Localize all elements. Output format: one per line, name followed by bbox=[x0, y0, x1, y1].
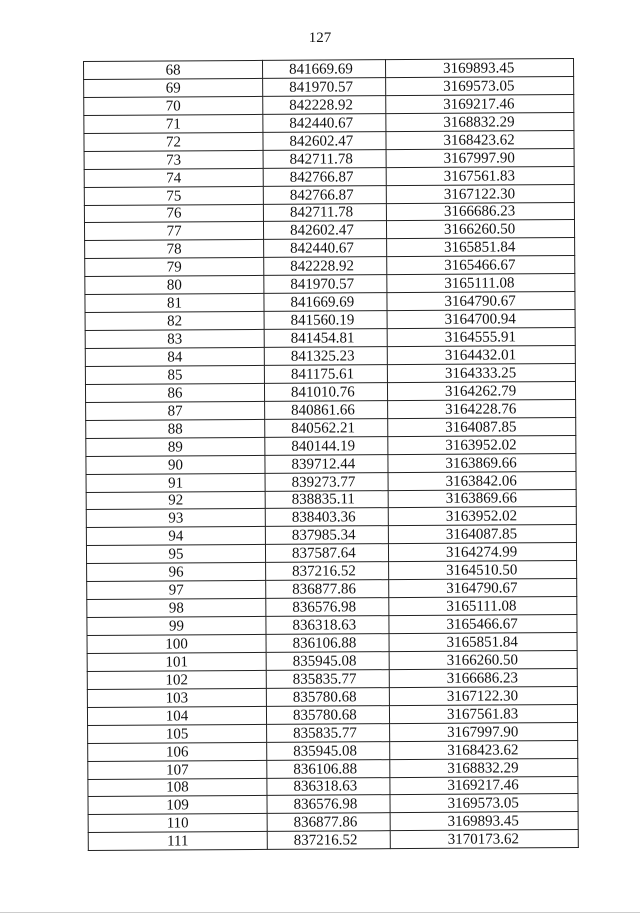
x-coordinate-cell: 841970.57 bbox=[263, 78, 386, 97]
table-row bbox=[88, 812, 578, 833]
x-coordinate-cell: 837587.64 bbox=[265, 544, 388, 563]
point-number-cell: 77 bbox=[84, 222, 263, 241]
point-number-cell: 74 bbox=[84, 168, 263, 187]
table-row bbox=[87, 561, 577, 582]
y-coordinate-cell: 3163842.06 bbox=[388, 471, 576, 490]
point-number-cell: 100 bbox=[87, 634, 266, 653]
y-coordinate-cell: 3163952.02 bbox=[388, 507, 576, 526]
y-coordinate-cell: 3164274.99 bbox=[388, 543, 576, 562]
y-coordinate-cell: 3165466.67 bbox=[387, 256, 575, 275]
table-row bbox=[85, 256, 575, 277]
x-coordinate-cell: 841560.19 bbox=[264, 311, 387, 330]
x-coordinate-cell: 836318.63 bbox=[267, 777, 390, 796]
table-row bbox=[85, 292, 575, 313]
table-row bbox=[85, 345, 575, 366]
point-number-cell: 97 bbox=[87, 581, 266, 600]
x-coordinate-cell: 842711.78 bbox=[263, 203, 386, 222]
y-coordinate-cell: 3164087.85 bbox=[388, 417, 576, 436]
point-number-cell: 78 bbox=[85, 240, 264, 259]
y-coordinate-cell: 3166260.50 bbox=[386, 220, 574, 239]
x-coordinate-cell: 836576.98 bbox=[266, 598, 389, 617]
y-coordinate-cell: 3168423.62 bbox=[390, 740, 578, 759]
y-coordinate-cell: 3164087.85 bbox=[388, 525, 576, 544]
y-coordinate-cell: 3169217.46 bbox=[386, 94, 574, 113]
x-coordinate-cell: 836106.88 bbox=[267, 759, 390, 778]
point-number-cell: 99 bbox=[87, 616, 266, 635]
x-coordinate-cell: 838403.36 bbox=[265, 508, 388, 527]
table-row bbox=[88, 740, 578, 761]
x-coordinate-cell: 842711.78 bbox=[263, 149, 386, 168]
x-coordinate-cell: 840562.21 bbox=[265, 418, 388, 437]
coordinates-table-body bbox=[84, 59, 579, 851]
x-coordinate-cell: 842766.87 bbox=[263, 185, 386, 204]
table-row bbox=[86, 525, 576, 546]
x-coordinate-cell: 836877.86 bbox=[266, 580, 389, 599]
table-row bbox=[86, 489, 576, 510]
point-number-cell: 70 bbox=[84, 96, 263, 115]
table-row bbox=[85, 328, 575, 349]
point-number-cell: 82 bbox=[85, 312, 264, 331]
y-coordinate-cell: 3169893.45 bbox=[390, 812, 578, 831]
table-row bbox=[88, 830, 578, 851]
x-coordinate-cell: 842602.47 bbox=[263, 221, 386, 240]
y-coordinate-cell: 3163869.66 bbox=[388, 453, 576, 472]
y-coordinate-cell: 3168423.62 bbox=[386, 130, 574, 149]
point-number-cell: 88 bbox=[86, 419, 265, 438]
table-row bbox=[84, 112, 574, 133]
y-coordinate-cell: 3165111.08 bbox=[389, 597, 577, 616]
table-row bbox=[88, 722, 578, 743]
x-coordinate-cell: 841454.81 bbox=[264, 329, 387, 348]
y-coordinate-cell: 3169573.05 bbox=[390, 794, 578, 813]
table-row bbox=[86, 507, 576, 528]
x-coordinate-cell: 836877.86 bbox=[267, 813, 390, 832]
y-coordinate-cell: 3167997.90 bbox=[390, 722, 578, 741]
point-number-cell: 73 bbox=[84, 150, 263, 169]
table-row bbox=[86, 435, 576, 456]
y-coordinate-cell: 3165466.67 bbox=[389, 615, 577, 634]
table-row bbox=[86, 453, 576, 474]
y-coordinate-cell: 3168832.29 bbox=[390, 758, 578, 777]
point-number-cell: 91 bbox=[86, 473, 265, 492]
x-coordinate-cell: 841970.57 bbox=[264, 275, 387, 294]
point-number-cell: 106 bbox=[88, 742, 267, 761]
table-row bbox=[85, 274, 575, 295]
point-number-cell: 80 bbox=[85, 276, 264, 295]
y-coordinate-cell: 3163952.02 bbox=[388, 435, 576, 454]
x-coordinate-cell: 842228.92 bbox=[264, 257, 387, 276]
point-number-cell: 83 bbox=[85, 329, 264, 348]
x-coordinate-cell: 837985.34 bbox=[265, 526, 388, 545]
page-number: 127 bbox=[308, 30, 332, 46]
page-bottom-edge bbox=[0, 912, 640, 913]
point-number-cell: 79 bbox=[85, 258, 264, 277]
y-coordinate-cell: 3167997.90 bbox=[386, 148, 574, 167]
x-coordinate-cell: 837216.52 bbox=[266, 562, 389, 581]
point-number-cell: 111 bbox=[88, 832, 267, 851]
point-number-cell: 76 bbox=[84, 204, 263, 223]
y-coordinate-cell: 3167122.30 bbox=[389, 686, 577, 705]
table-row bbox=[86, 543, 576, 564]
point-number-cell: 86 bbox=[85, 383, 264, 402]
table-row bbox=[87, 632, 577, 653]
y-coordinate-cell: 3164700.94 bbox=[387, 310, 575, 329]
x-coordinate-cell: 835945.08 bbox=[266, 652, 389, 671]
table-row bbox=[84, 76, 574, 97]
point-number-cell: 68 bbox=[84, 60, 263, 79]
point-number-cell: 69 bbox=[84, 78, 263, 97]
table-row bbox=[87, 597, 577, 618]
point-number-cell: 101 bbox=[87, 652, 266, 671]
y-coordinate-cell: 3164333.25 bbox=[387, 363, 575, 382]
x-coordinate-cell: 835945.08 bbox=[267, 741, 390, 760]
table-row bbox=[85, 381, 575, 402]
point-number-cell: 71 bbox=[84, 114, 263, 133]
point-number-cell: 94 bbox=[86, 527, 265, 546]
point-number-cell: 89 bbox=[86, 437, 265, 456]
x-coordinate-cell: 838835.11 bbox=[265, 490, 388, 509]
point-number-cell: 105 bbox=[88, 724, 267, 743]
point-number-cell: 85 bbox=[85, 365, 264, 384]
x-coordinate-cell: 842440.67 bbox=[263, 113, 386, 132]
table-row bbox=[87, 686, 577, 707]
table-row bbox=[87, 704, 577, 725]
point-number-cell: 84 bbox=[85, 347, 264, 366]
x-coordinate-cell: 836106.88 bbox=[266, 634, 389, 653]
table-row bbox=[87, 668, 577, 689]
y-coordinate-cell: 3165851.84 bbox=[389, 632, 577, 651]
point-number-cell: 87 bbox=[86, 401, 265, 420]
y-coordinate-cell: 3167561.83 bbox=[389, 704, 577, 723]
table-row bbox=[84, 184, 574, 205]
coordinates-table bbox=[83, 58, 579, 851]
table-row bbox=[85, 310, 575, 331]
table-row bbox=[86, 399, 576, 420]
x-coordinate-cell: 839712.44 bbox=[265, 454, 388, 473]
y-coordinate-cell: 3164790.67 bbox=[387, 292, 575, 311]
table-row bbox=[87, 650, 577, 671]
y-coordinate-cell: 3169217.46 bbox=[390, 776, 578, 795]
y-coordinate-cell: 3164510.50 bbox=[389, 561, 577, 580]
x-coordinate-cell: 842440.67 bbox=[264, 239, 387, 258]
table-row bbox=[84, 148, 574, 169]
point-number-cell: 109 bbox=[88, 796, 267, 815]
y-coordinate-cell: 3169893.45 bbox=[385, 59, 573, 78]
x-coordinate-cell: 835835.77 bbox=[267, 723, 390, 742]
x-coordinate-cell: 840144.19 bbox=[265, 436, 388, 455]
point-number-cell: 90 bbox=[86, 455, 265, 474]
y-coordinate-cell: 3170173.62 bbox=[390, 830, 578, 849]
table-row bbox=[84, 202, 574, 223]
x-coordinate-cell: 842602.47 bbox=[263, 131, 386, 150]
x-coordinate-cell: 841325.23 bbox=[264, 347, 387, 366]
table-row bbox=[85, 238, 575, 259]
point-number-cell: 98 bbox=[87, 599, 266, 618]
x-coordinate-cell: 836576.98 bbox=[267, 795, 390, 814]
y-coordinate-cell: 3166260.50 bbox=[389, 650, 577, 669]
point-number-cell: 75 bbox=[84, 186, 263, 205]
y-coordinate-cell: 3164432.01 bbox=[387, 345, 575, 364]
y-coordinate-cell: 3165111.08 bbox=[387, 274, 575, 293]
x-coordinate-cell: 841175.61 bbox=[264, 365, 387, 384]
x-coordinate-cell: 842228.92 bbox=[263, 96, 386, 115]
table-row bbox=[84, 94, 574, 115]
x-coordinate-cell: 835780.68 bbox=[266, 705, 389, 724]
table-row bbox=[86, 471, 576, 492]
table-row bbox=[88, 776, 578, 797]
x-coordinate-cell: 841669.69 bbox=[262, 60, 385, 79]
point-number-cell: 102 bbox=[87, 670, 266, 689]
table-row bbox=[84, 220, 574, 241]
table-row bbox=[84, 166, 574, 187]
point-number-cell: 108 bbox=[88, 778, 267, 797]
y-coordinate-cell: 3164790.67 bbox=[389, 579, 577, 598]
x-coordinate-cell: 836318.63 bbox=[266, 616, 389, 635]
y-coordinate-cell: 3164555.91 bbox=[387, 328, 575, 347]
x-coordinate-cell: 837216.52 bbox=[267, 831, 390, 850]
table-row bbox=[87, 579, 577, 600]
x-coordinate-cell: 842766.87 bbox=[263, 167, 386, 186]
point-number-cell: 107 bbox=[88, 760, 267, 779]
point-number-cell: 104 bbox=[87, 706, 266, 725]
table-row bbox=[88, 758, 578, 779]
point-number-cell: 96 bbox=[87, 563, 266, 582]
y-coordinate-cell: 3167561.83 bbox=[386, 166, 574, 185]
x-coordinate-cell: 841010.76 bbox=[264, 383, 387, 402]
table-row bbox=[85, 363, 575, 384]
y-coordinate-cell: 3169573.05 bbox=[386, 76, 574, 95]
point-number-cell: 95 bbox=[86, 545, 265, 564]
table-row bbox=[88, 794, 578, 815]
y-coordinate-cell: 3166686.23 bbox=[386, 202, 574, 221]
point-number-cell: 72 bbox=[84, 132, 263, 151]
point-number-cell: 93 bbox=[86, 509, 265, 528]
y-coordinate-cell: 3167122.30 bbox=[386, 184, 574, 203]
y-coordinate-cell: 3164228.76 bbox=[388, 399, 576, 418]
x-coordinate-cell: 840861.66 bbox=[265, 400, 388, 419]
y-coordinate-cell: 3166686.23 bbox=[389, 668, 577, 687]
x-coordinate-cell: 835780.68 bbox=[266, 687, 389, 706]
table-row bbox=[86, 417, 576, 438]
y-coordinate-cell: 3164262.79 bbox=[387, 381, 575, 400]
table-row bbox=[84, 59, 574, 80]
y-coordinate-cell: 3163869.66 bbox=[388, 489, 576, 508]
x-coordinate-cell: 841669.69 bbox=[264, 293, 387, 312]
table-row bbox=[87, 615, 577, 636]
y-coordinate-cell: 3168832.29 bbox=[386, 112, 574, 131]
x-coordinate-cell: 839273.77 bbox=[265, 472, 388, 491]
point-number-cell: 92 bbox=[86, 491, 265, 510]
point-number-cell: 81 bbox=[85, 294, 264, 313]
x-coordinate-cell: 835835.77 bbox=[266, 670, 389, 689]
point-number-cell: 110 bbox=[88, 814, 267, 833]
table-row bbox=[84, 130, 574, 151]
point-number-cell: 103 bbox=[87, 688, 266, 707]
y-coordinate-cell: 3165851.84 bbox=[387, 238, 575, 257]
